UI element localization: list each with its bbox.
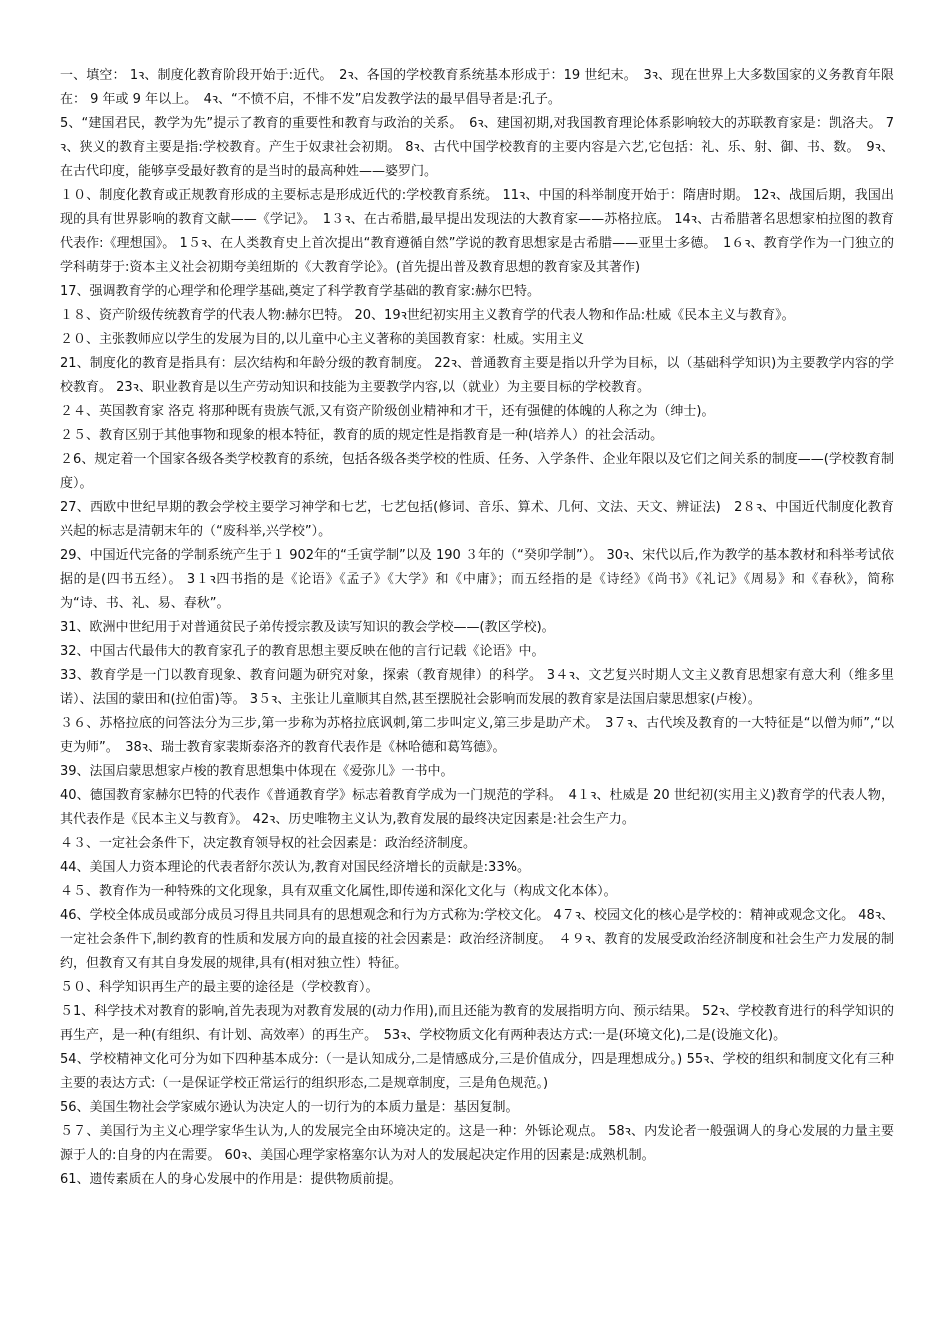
paragraph-item-26: ２6、规定着一个国家各级各类学校教育的系统，包括各级各类学校的性质、任务、入学条件、企业年限以及它们之间关系的制度——(学校教育制度）。 xyxy=(60,452,894,491)
paragraph-item-40: 40、德国教育家赫尔巴特的代表作《普通教育学》标志着教育学成为一门规范的学科。 4１ꝛ、杜威是 20 世纪初(实用主义)教育学的代表人物，其代表作是《民本主义与教育》。 42ꝛ、历史唯物主义认为,教育发展的最终决定因素是:社会生产力。 xyxy=(60,788,894,827)
paragraph-item-32: 32、中国古代最伟大的教育家孔子的教育思想主要反映在他的言行记载《论语》中。 xyxy=(60,644,545,659)
paragraph-item-61: 61、遗传素质在人的身心发展中的作用是：提供物质前提。 xyxy=(60,1172,402,1187)
paragraph-item-43: ４３、一定社会条件下，决定教育领导权的社会因素是：政治经济制度。 xyxy=(60,836,477,851)
paragraph-item-27: 27、西欧中世纪早期的教会学校主要学习神学和七艺，七艺包括(修词、音乐、算术、几何、文法、天文、辨证法) 2８ꝛ、中国近代制度化教育兴起的标志是清朝末年的（“废科举,兴学校”）。 xyxy=(60,500,894,539)
paragraph-item-31: 31、欧洲中世纪用于对普通贫民子弟传授宗教及读写知识的教会学校——(教区学校)。 xyxy=(60,620,555,635)
paragraph-item-24: ２４、英国教育家 洛克 将那种既有贵族气派,又有资产阶级创业精神和才干，还有强健的体魄的人称之为（绅士)。 xyxy=(60,404,715,419)
paragraph-item-51: ５1、科学技术对教育的影响,首先表现为对教育发展的(动力作用),而且还能为教育的发展指明方向、预示结果。 52ꝛ、学校教育进行的科学知识的再生产，是一种(有组织、有计划、高效率）的再生产。 53ꝛ、学校物质文化有两种表达方式:一是(环境文化),二是(设施文化)。 xyxy=(60,1004,894,1043)
paragraph-item-45: ４５、教育作为一种特殊的文化现象，具有双重文化属性,即传递和深化文化与（构成文化本体）。 xyxy=(60,884,617,899)
paragraph-item-5: 5、“建国君民，教学为先”提示了教育的重要性和教育与政治的关系。 6ꝛ、建国初期,对我国教育理论体系影响较大的苏联教育家是：凯洛夫。 7ꝛ、狭义的教育主要是指:学校教育。产生于奴隶社会初期。 8ꝛ、古代中国学校教育的主要内容是六艺,它包括：礼、乐、射、御、书、数。 9ꝛ、在古代印度，能够享受最好教育的是当时的最高种姓——婆罗门。 xyxy=(60,116,894,179)
paragraph-item-21: 21、制度化的教育是指具有：层次结构和年龄分级的教育制度。 22ꝛ、普通教育主要是指以升学为目标，以（基础科学知识)为主要教学内容的学校教育。 23ꝛ、职业教育是以生产劳动知识和技能为主要教学内容,以（就业）为主要目标的学校教育。 xyxy=(60,356,894,395)
paragraph-item-50: ５０、科学知识再生产的最主要的途径是（学校教育）。 xyxy=(60,980,379,995)
paragraph-item-10: １０、制度化教育或正规教育形成的主要标志是形成近代的:学校教育系统。 11ꝛ、中国的科举制度开始于：隋唐时期。 12ꝛ、战国后期，我国出现的具有世界影响的教育文献——《学记》。 1３ꝛ、在古希腊,最早提出发现法的大教育家——苏格拉底。 14ꝛ、古希腊著名思想家柏拉图的教育代表作:《理想国》。 1５ꝛ、在人类教育史上首次提出“教育遵循自然”学说的教育思想家是古希腊——亚里士多德。 1６ꝛ、教育学作为一门独立的学科萌芽于:资本主义社会初期夸美纽斯的《大教育学论》。(首先提出普及教育思想的教育家及其著作) xyxy=(60,188,894,275)
paragraph-item-25: ２５、教育区别于其他事物和现象的根本特征，教育的质的规定性是指教育是一种(培养人）的社会活动。 xyxy=(60,428,664,443)
paragraph-item-18: １８、资产阶级传统教育学的代表人物:赫尔巴特。 20、19ꝛ世纪初实用主义教育学的代表人物和作品:杜威《民本主义与教育》。 xyxy=(60,308,795,323)
paragraph-item-44: 44、美国人力资本理论的代表者舒尔茨认为,教育对国民经济增长的贡献是:33%。 xyxy=(60,860,530,875)
paragraph-item-39: 39、法国启蒙思想家卢梭的教育思想集中体现在《爱弥儿》一书中。 xyxy=(60,764,454,779)
paragraph-item-29: 29、中国近代完备的学制系统产生于１ 902年的“壬寅学制”以及 190 ３年的（“癸卯学制”）。 30ꝛ、宋代以后,作为教学的基本教材和科举考试依据的是(四书五经）。 3１ꝛ四书指的是《论语》《孟子》《大学》和《中庸》；而五经指的是《诗经》《尚书》《礼记》《周易》和《春秋》，简称为“诗、书、礼、易、春秋”。 xyxy=(60,548,894,611)
paragraph-item-54: 54、学校精神文化可分为如下四种基本成分:（一是认知成分,二是情感成分,三是价值成分，四是理想成分。) 55ꝛ、学校的组织和制度文化有三种主要的表达方式:（一是保证学校正常运行的组织形态,二是规章制度，三是角色规范。) xyxy=(60,1052,894,1091)
paragraph-item-17: 17、强调教育学的心理学和伦理学基础,奠定了科学教育学基础的教育家:赫尔巴特。 xyxy=(60,284,541,299)
paragraph-item-57: ５７、美国行为主义心理学家华生认为,人的发展完全由环境决定的。这是一种：外铄论观点。 58ꝛ、内发论者一般强调人的身心发展的力量主要源于人的:自身的内在需要。 60ꝛ、美国心理学家格塞尔认为对人的发展起决定作用的因素是:成熟机制。 xyxy=(60,1124,894,1163)
paragraph-item-33: 33、教育学是一门以教育现象、教育问题为研究对象，探索（教育规律）的科学。 3４ꝛ、文艺复兴时期人文主义教育思想家有意大利（维多里诺）、法国的蒙田和(拉伯雷)等。 3５ꝛ、主张让儿童顺其自然,甚至摆脱社会影响而发展的教育家是法国启蒙思想家(卢梭）。 xyxy=(60,668,894,707)
paragraph-item-36: ３６、苏格拉底的问答法分为三步,第一步称为苏格拉底讽刺,第二步叫定义,第三步是助产术。 3７ꝛ、古代埃及教育的一大特征是“以僧为师”,“以吏为师”。 38ꝛ、瑞士教育家裴斯泰洛齐的教育代表作是《林哈德和葛笃德》。 xyxy=(60,716,894,755)
paragraph-item-56: 56、美国生物社会学家威尔逊认为决定人的一切行为的本质力量是：基因复制。 xyxy=(60,1100,519,1115)
paragraph-item-20: ２０、主张教师应以学生的发展为目的,以儿童中心主义著称的美国教育家：杜威。实用主义 xyxy=(60,332,585,347)
paragraph-fill-in-intro: 一、填空： 1ꝛ、制度化教育阶段开始于:近代。 2ꝛ、各国的学校教育系统基本形成于：19 世纪末。 3ꝛ、现在世界上大多数国家的义务教育年限在： 9 年或 9 年以上。 4ꝛ、“不愤不启，不悱不发”启发教学法的最早倡导者是:孔子。 xyxy=(60,68,894,107)
paragraph-item-46: 46、学校全体成员或部分成员习得且共同具有的思想观念和行为方式称为:学校文化。 4７ꝛ、校园文化的核心是学校的：精神或观念文化。 48ꝛ、一定社会条件下,制约教育的性质和发展方向的最直接的社会因素是：政治经济制度。 ４９ꝛ、教育的发展受政治经济制度和社会生产力发展的制约，但教育又有其自身发展的规律,具有(相对独立性）特征。 xyxy=(60,908,894,971)
